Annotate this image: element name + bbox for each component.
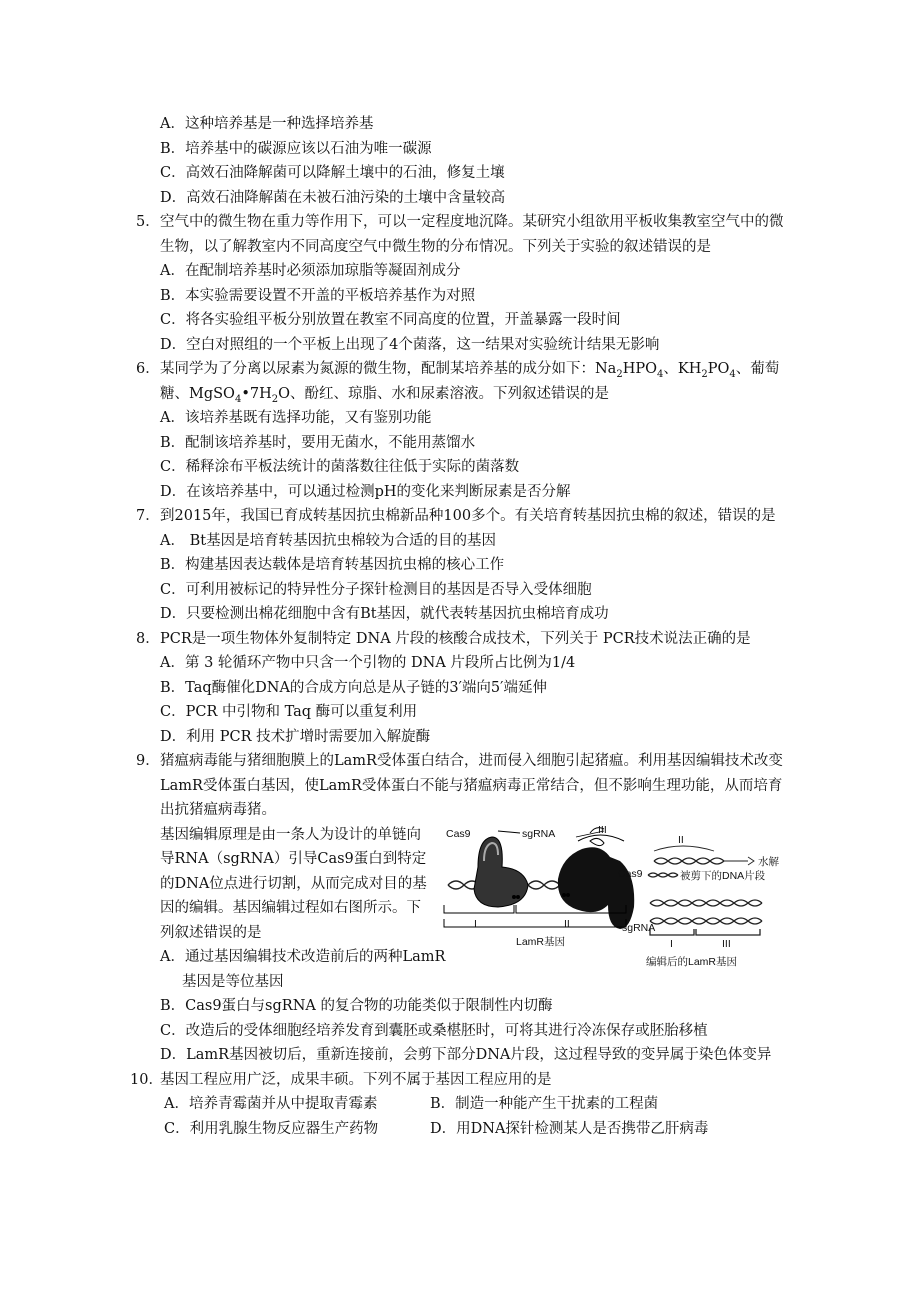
q8-option-c: C．PCR 中引物和 Taq 酶可以重复利用 xyxy=(160,704,418,720)
cas9-complex-left xyxy=(474,831,528,907)
q4-block xyxy=(0,112,920,210)
fig-cut-fragment: 被剪下的DNA片段 xyxy=(680,869,766,882)
q9-option-a: A．通过基因编辑技术改造前后的两种LamR基因是等位基因 xyxy=(160,949,446,990)
q10-option-c: C．利用乳腺生物反应器生产药物 xyxy=(164,1120,379,1137)
fig-label-i-right: I xyxy=(670,937,673,950)
q7-option-b: B．构建基因表达载体是培育转基因抗虫棉的核心工作 xyxy=(160,557,505,573)
q9-stem xyxy=(0,749,920,823)
q8-option-b: B．Taq酶催化DNA的合成方向总是从子链的3′端向5′端延伸 xyxy=(160,679,547,696)
q10-option-a: A．培养青霉菌并从中提取青霉素 xyxy=(164,1096,378,1112)
q6-number: 6． xyxy=(136,361,160,377)
q9-option-b: B．Cas9蛋白与sgRNA 的复合物的功能类似于限制性内切酶 xyxy=(160,998,553,1014)
q6-stem-part: HPO xyxy=(622,361,658,377)
q7-number: 7． xyxy=(136,508,160,524)
q5-option-d: D．空白对照组的一个平板上出现了4个菌落，这一结果对实验统计结果无影响 xyxy=(160,336,660,353)
q5-block xyxy=(0,210,920,357)
q10-options-row1 xyxy=(0,1092,920,1117)
gene-editing-diagram xyxy=(440,823,785,975)
q5-option-b: B．本实验需要设置不开盖的平板培养基作为对照 xyxy=(160,287,476,304)
q6-stem xyxy=(0,357,920,406)
q4-option-a: A．这种培养基是一种选择培养基 xyxy=(160,116,374,132)
fig-hydrolysis: 水解 xyxy=(758,855,779,868)
fig-cas9-mid: Cas9 xyxy=(618,867,643,880)
fig-label-ii-left: II xyxy=(564,917,570,930)
q6-block xyxy=(0,357,920,504)
q4-option-c: C．高效石油降解菌可以降解土壤中的石油，修复土壤 xyxy=(160,165,505,181)
gene-editing-figure xyxy=(440,823,785,975)
fig-lamr-gene: LamR基因 xyxy=(516,935,566,948)
q10-stem xyxy=(0,1068,920,1093)
q4-option-b: B．培养基中的碳源应该以石油为唯一碳源 xyxy=(160,140,432,157)
q6-option-c: C．稀释涂布平板法统计的菌落数往往低于实际的菌落数 xyxy=(160,459,520,475)
q6-sub: 4 xyxy=(234,393,242,405)
fig-label-iii-right: III xyxy=(722,937,731,950)
q10-options-row2 xyxy=(0,1117,920,1142)
q10-option-b: B．制造一种能产生干扰素的工程菌 xyxy=(430,1096,659,1112)
q10-stem-text: 基因工程应用广泛，成果丰硕。下列不属于基因工程应用的是 xyxy=(160,1071,552,1088)
q7-block xyxy=(0,504,920,627)
q5-stem xyxy=(0,210,920,259)
q6-option-a: A．该培养基既有选择功能，又有鉴别功能 xyxy=(160,410,432,426)
q9-figure-row xyxy=(0,823,920,968)
exam-page xyxy=(0,112,920,1141)
q8-number: 8． xyxy=(136,630,160,647)
q6-sub: 2 xyxy=(701,368,708,380)
q6-stem-part: 某同学为了分离以尿素为氮源的微生物，配制某培养基的成分如下：Na xyxy=(160,361,617,377)
q5-stem-text: 空气中的微生物在重力等作用下，可以一定程度地沉降。某研究小组欲用平板收集教室空气中的微生物，以了解教室内不同高度空气中微生物的分布情况。下列关于实验的叙述错误的是 xyxy=(160,214,784,255)
q7-option-c: C．可利用被标记的特异性分子探针检测目的基因是否导入受体细胞 xyxy=(160,581,592,598)
q9-option-d: D．LamR基因被切后，重新连接前，会剪下部分DNA片段，这过程导致的变异属于染色体变异 xyxy=(160,1047,772,1063)
fig-edited-gene: 编辑后的LamR基因 xyxy=(646,955,738,968)
q7-option-a: A． Bt基因是培育转基因抗虫棉较为合适的目的基因 xyxy=(160,532,497,549)
fig-sgrna-top: sgRNA xyxy=(522,827,556,840)
fig-label-iii-top: III xyxy=(598,823,607,836)
fig-sgrna-bottom: sgRNA xyxy=(622,921,656,934)
q6-stem-part: •7H xyxy=(241,385,272,402)
q6-sub: 4 xyxy=(729,368,736,380)
q5-option-a: A．在配制培养基时必须添加琼脂等凝固剂成分 xyxy=(160,263,461,279)
dna-helix-edited xyxy=(650,900,762,935)
q8-stem xyxy=(0,627,920,652)
q9-stem2: 基因编辑原理是由一条人为设计的单链向导RNA（sgRNA）引导Cas9蛋白到特定的DNA位点进行切割，从而完成对目的基因的编辑。基因编辑过程如右图所示。下列叙述错误的是 xyxy=(160,826,427,941)
q5-number: 5． xyxy=(136,214,160,230)
q7-stem-text: 到2015年，我国已育成转基因抗虫棉新品种100多个。有关培育转基因抗虫棉的叙述，错误的是 xyxy=(160,508,776,524)
q6-sub: 2 xyxy=(271,393,279,405)
q6-stem-part: 、KH xyxy=(663,361,702,377)
q7-stem xyxy=(0,504,920,529)
q8-option-a: A．第 3 轮循环产物中只含一个引物的 DNA 片段所占比例为1/4 xyxy=(160,655,576,671)
q9-option-c: C．改造后的受体细胞经培养发育到囊胚或桑椹胚时，可将其进行冷冻保存或胚胎移植 xyxy=(160,1022,708,1039)
q8-block xyxy=(0,627,920,750)
q9-number: 9． xyxy=(136,753,160,769)
q4-option-d: D．高效石油降解菌在未被石油污染的土壤中含量较高 xyxy=(160,189,506,206)
q7-option-d: D．只要检测出棉花细胞中含有Bt基因，就代表转基因抗虫棉培育成功 xyxy=(160,606,609,622)
q6-sub: 4 xyxy=(657,368,664,380)
q6-option-d: D．在该培养基中，可以通过检测pH的变化来判断尿素是否分解 xyxy=(160,483,571,500)
fig-label-ii-right: II xyxy=(678,833,684,846)
dna-mini-helix xyxy=(648,873,678,877)
q9-block xyxy=(0,749,920,1068)
q8-option-d: D．利用 PCR 技术扩增时需要加入解旋酶 xyxy=(160,728,431,745)
q6-option-b: B．配制该培养基时，要用无菌水，不能用蒸馏水 xyxy=(160,434,476,451)
q10-number: 10． xyxy=(130,1071,163,1088)
q9-stem-text: 猪瘟病毒能与猪细胞膜上的LamR受体蛋白结合，进而侵入细胞引起猪瘟。利用基因编辑技术改变LamR受体蛋白基因，使LamR受体蛋白不能与猪瘟病毒正常结合，但不影响生理功能，从而培育出抗猪瘟病毒猪。 xyxy=(160,753,783,818)
q10-block xyxy=(0,1068,920,1142)
q10-option-d: D．用DNA探针检测某人是否携带乙肝病毒 xyxy=(430,1120,709,1137)
q6-stem-part: PO xyxy=(707,361,730,377)
fig-label-i-left: I xyxy=(474,917,477,930)
dna-fragment-cut xyxy=(654,846,754,865)
fig-cas9-left: Cas9 xyxy=(446,827,471,840)
q6-stem-part: 、葡萄糖、MgSO xyxy=(160,361,780,402)
q6-sub: 2 xyxy=(616,368,623,380)
q6-stem-part: O、酚红、琼脂、水和尿素溶液。下列叙述错误的是 xyxy=(278,385,610,402)
q8-stem-text: PCR是一项生物体外复制特定 DNA 片段的核酸合成技术，下列关于 PCR技术说法正确的是 xyxy=(160,630,751,647)
q5-option-c: C．将各实验组平板分别放置在教室不同高度的位置，开盖暴露一段时间 xyxy=(160,312,621,328)
